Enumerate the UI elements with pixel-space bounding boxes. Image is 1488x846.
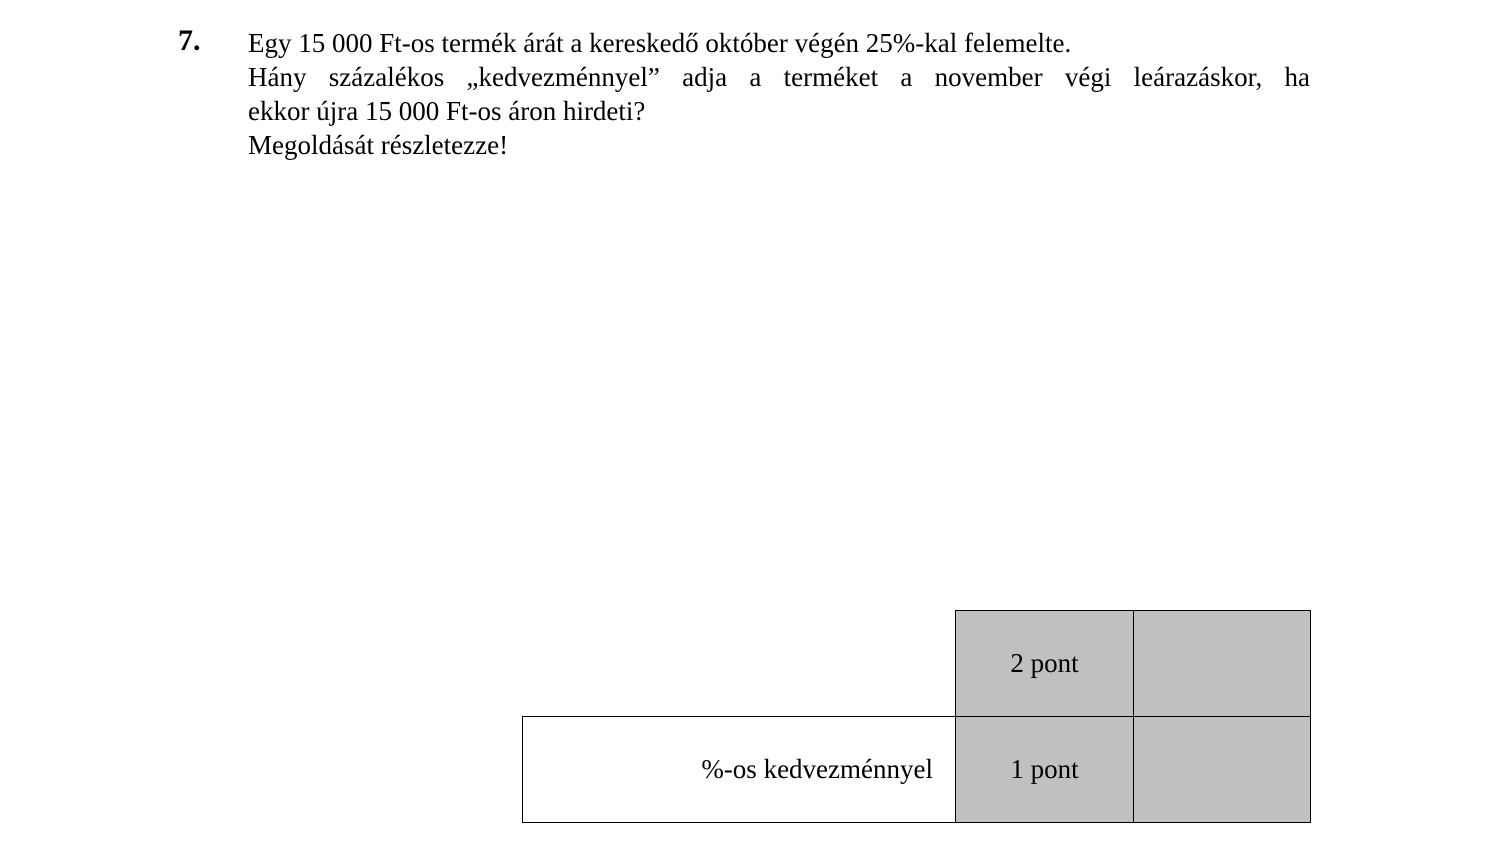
task-line-2: Hány százalékos „kedvezménnyel” adja a terméket a november végi leárazáskor, ha xyxy=(248,62,1310,92)
score-row-1-points: 2 pont xyxy=(955,610,1134,717)
task-text xyxy=(248,26,1310,162)
answer-field[interactable]: %-os kedvezménnyel xyxy=(522,716,956,823)
score-row-2-points: 1 pont xyxy=(955,716,1134,823)
task-line-1: Egy 15 000 Ft-os termék árát a kereskedő október végén 25%-kal felemelte. xyxy=(248,28,1072,58)
score-row-2-earned[interactable] xyxy=(1133,716,1311,823)
task-line-4: Megoldását részletezze! xyxy=(248,130,509,160)
score-row-1-earned[interactable] xyxy=(1133,610,1311,717)
task-number: 7. xyxy=(178,24,201,57)
task-line-3: ekkor újra 15 000 Ft-os áron hirdeti? xyxy=(248,96,646,126)
